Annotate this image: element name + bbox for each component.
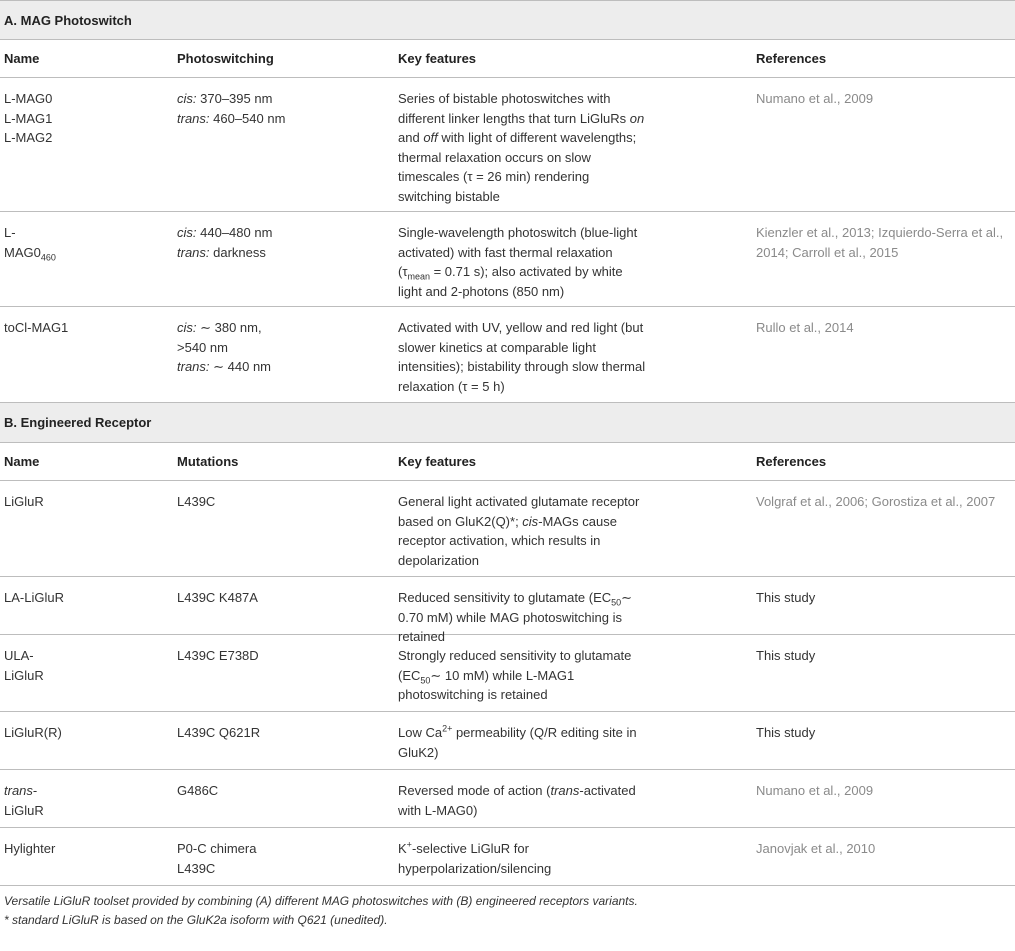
name-line: LA-LiGluR [4, 590, 64, 605]
feature-text: -MAGs cause [538, 513, 617, 529]
row-mutations [173, 712, 394, 769]
switch-value: 440–480 nm [200, 225, 273, 240]
header-photoswitching: Photoswitching [177, 51, 274, 66]
name-line: LiGluR [4, 667, 44, 683]
feature-text: Low Ca [398, 725, 443, 740]
feature-line: retained [398, 629, 445, 644]
reference-link[interactable]: Janovjak et al., 2010 [756, 841, 876, 856]
table-row [0, 481, 1015, 577]
reference-text: This study [756, 725, 816, 740]
feature-line [398, 839, 744, 859]
name-subscript: 460 [40, 252, 56, 263]
feature-superscript: 2+ [442, 723, 453, 734]
row-name [0, 78, 173, 211]
feature-text: ∼ 10 mM) while L-MAG1 [430, 667, 575, 683]
header-name: Name [4, 51, 40, 66]
switch-line [177, 89, 394, 109]
section-b-header [0, 443, 1015, 481]
feature-line [398, 666, 744, 686]
reference-link[interactable]: Volgraf et al., 2006; Gorostiza et al., 2007 [756, 494, 996, 509]
switch-line [177, 223, 394, 243]
feature-text: -activated [579, 783, 636, 798]
feature-line: intensities); bistability through slow thermal [398, 359, 646, 374]
row-references [752, 828, 1015, 885]
row-references [752, 307, 1015, 402]
feature-line: and off with light of different wavelengths; [398, 130, 637, 145]
mutation-line: L439C [177, 494, 216, 509]
row-key-features [394, 212, 752, 306]
table-row [0, 78, 1015, 212]
feature-line: switching bistable [398, 188, 500, 204]
name-line: LiGluR(R) [4, 725, 62, 740]
name-line: ULA- [4, 648, 34, 663]
switch-value: ∼ 380 nm, [200, 320, 262, 335]
switch-line [177, 338, 394, 358]
row-mutations [173, 635, 394, 711]
feature-line: Strongly reduced sensitivity to glutamate [398, 648, 632, 663]
switch-value: ∼ 440 nm [213, 359, 272, 374]
name-line [4, 781, 173, 801]
feature-text: -selective LiGluR for [411, 841, 529, 856]
switch-value: >540 nm [177, 339, 228, 355]
feature-line: GluK2) [398, 744, 439, 760]
switch-line [177, 318, 394, 338]
row-name [0, 828, 173, 885]
reference-link[interactable]: Rullo et al., 2014 [756, 320, 854, 335]
row-name [0, 481, 173, 576]
feature-italic: off [423, 130, 438, 145]
row-references [752, 212, 1015, 306]
reference-text: This study [756, 648, 816, 663]
feature-superscript: + [406, 839, 412, 850]
header-name: Name [4, 454, 40, 469]
row-name [0, 212, 173, 306]
row-name [0, 635, 173, 711]
row-name [0, 577, 173, 634]
row-key-features [394, 78, 752, 211]
table-row [0, 635, 1015, 712]
name-line: L- [4, 225, 16, 240]
name-italic: trans [4, 783, 33, 798]
feature-subscript: mean [407, 271, 430, 282]
row-name [0, 712, 173, 769]
section-b-title-text: B. Engineered Receptor [4, 415, 152, 430]
section-b-title [0, 403, 1015, 443]
mutation-line: G486C [177, 783, 219, 798]
switch-label: trans: [177, 244, 210, 260]
row-mutations [173, 828, 394, 885]
switch-label: cis: [177, 225, 197, 240]
switch-value: 460–540 nm [213, 110, 286, 126]
feature-text: ∼ [621, 590, 633, 605]
row-references [752, 635, 1015, 711]
feature-line: depolarization [398, 552, 479, 568]
switch-line [177, 243, 394, 263]
feature-text: Reversed mode of action ( [398, 783, 551, 798]
row-mutations [173, 481, 394, 576]
header-references: References [756, 51, 827, 66]
mutation-line: L439C Q621R [177, 725, 261, 740]
reference-link[interactable]: 2014; Carroll et al., 2015 [756, 244, 899, 260]
switch-line [177, 357, 394, 377]
name-text: MAG0 [4, 244, 41, 260]
feature-line: Series of bistable photoswitches with [398, 91, 611, 106]
reference-link[interactable]: Numano et al., 2009 [756, 91, 874, 106]
row-key-features [394, 828, 752, 885]
row-references [752, 78, 1015, 211]
switch-label: cis: [177, 320, 197, 335]
switch-label: trans: [177, 110, 210, 126]
feature-line [398, 262, 744, 282]
mutation-line: L439C [177, 860, 216, 876]
row-references [752, 481, 1015, 576]
feature-line: timescales (τ = 26 min) rendering [398, 169, 590, 184]
row-photoswitching [173, 212, 394, 306]
name-line: LiGluR [4, 494, 44, 509]
switch-value: 370–395 nm [200, 91, 273, 106]
name-line [4, 243, 173, 263]
feature-line: photoswitching is retained [398, 687, 548, 702]
table-row [0, 712, 1015, 770]
switch-label: trans: [177, 359, 210, 374]
row-name [0, 307, 173, 402]
mutation-line: P0-C chimera [177, 841, 257, 856]
feature-line: Single-wavelength photoswitch (blue-light [398, 225, 638, 240]
feature-italic: trans [550, 783, 580, 798]
mutation-line: L439C E738D [177, 648, 259, 663]
feature-text: (EC [398, 667, 421, 683]
name-line: toCl-MAG1 [4, 320, 69, 335]
footnote: Versatile LiGluR toolset provided by combining (A) different MAG photoswitches with (B) engineered receptors variants. [4, 894, 638, 908]
feature-line: receptor activation, which results in [398, 533, 601, 548]
row-references [752, 577, 1015, 634]
feature-text: K [398, 841, 407, 856]
feature-line: activated) with fast thermal relaxation [398, 244, 613, 260]
feature-line [398, 512, 744, 532]
row-key-features [394, 577, 752, 644]
feature-line: different linker lengths that turn LiGluRs on [398, 110, 645, 126]
footnotes [0, 886, 1015, 930]
name-line: L-MAG2 [4, 130, 53, 145]
name-line: LiGluR [4, 802, 44, 818]
feature-subscript: 50 [611, 597, 622, 608]
switch-value: darkness [213, 244, 266, 260]
row-key-features [394, 770, 752, 827]
feature-text: based on GluK2(Q)*; [398, 513, 523, 529]
feature-text: Reduced sensitivity to glutamate (EC [398, 590, 612, 605]
header-references: References [756, 454, 827, 469]
name-line: Hylighter [4, 841, 56, 856]
feature-line: slower kinetics at comparable light [398, 339, 596, 355]
mutation-line: L439C K487A [177, 590, 258, 605]
footnote: * standard LiGluR is based on the GluK2a isoform with Q621 (unedited). [4, 913, 388, 927]
feature-line [398, 723, 744, 743]
feature-italic: on [629, 110, 645, 126]
reference-link[interactable]: Numano et al., 2009 [756, 783, 874, 798]
table-row [0, 307, 1015, 403]
row-mutations [173, 577, 394, 634]
feature-text: (τ [398, 264, 408, 279]
name-text: - [32, 783, 38, 798]
feature-line: hyperpolarization/silencing [398, 860, 552, 876]
section-a-header [0, 40, 1015, 78]
row-key-features [394, 712, 752, 769]
feature-text: permeability (Q/R editing site in [452, 725, 637, 740]
row-references [752, 770, 1015, 827]
feature-line: relaxation (τ = 5 h) [398, 378, 505, 394]
feature-line: thermal relaxation occurs on slow [398, 149, 591, 165]
row-photoswitching [173, 78, 394, 211]
header-mutations: Mutations [177, 454, 239, 469]
feature-line: with L-MAG0) [398, 802, 478, 818]
feature-line: General light activated glutamate receptor [398, 494, 640, 509]
feature-line: light and 2-photons (850 nm) [398, 283, 565, 299]
table-row [0, 212, 1015, 307]
feature-line [398, 781, 744, 801]
feature-line: 0.70 mM) while MAG photoswitching is [398, 609, 622, 625]
row-name [0, 770, 173, 827]
feature-line [398, 588, 744, 608]
feature-subscript: 50 [420, 675, 431, 686]
name-line: L-MAG0 [4, 91, 53, 106]
row-references [752, 712, 1015, 769]
section-a-title-text: A. MAG Photoswitch [4, 12, 132, 28]
section-a-title [0, 0, 1015, 40]
feature-italic: cis [522, 513, 539, 529]
row-key-features [394, 307, 752, 402]
reference-link[interactable]: Kienzler et al., 2013; Izquierdo-Serra et al., [756, 225, 1004, 240]
row-key-features [394, 635, 752, 711]
table-row [0, 577, 1015, 644]
table-row [0, 770, 1015, 828]
table-row [0, 828, 1015, 886]
feature-line: Activated with UV, yellow and red light (but [398, 320, 644, 335]
switch-line [177, 109, 394, 129]
switch-label: cis: [177, 91, 197, 106]
header-key-features: Key features [398, 51, 477, 66]
reference-text: This study [756, 590, 816, 605]
feature-text: = 0.71 s); also activated by white [429, 264, 623, 279]
row-photoswitching [173, 307, 394, 402]
row-mutations [173, 770, 394, 827]
name-line: L-MAG1 [4, 110, 53, 126]
row-key-features [394, 481, 752, 576]
header-key-features: Key features [398, 454, 477, 469]
